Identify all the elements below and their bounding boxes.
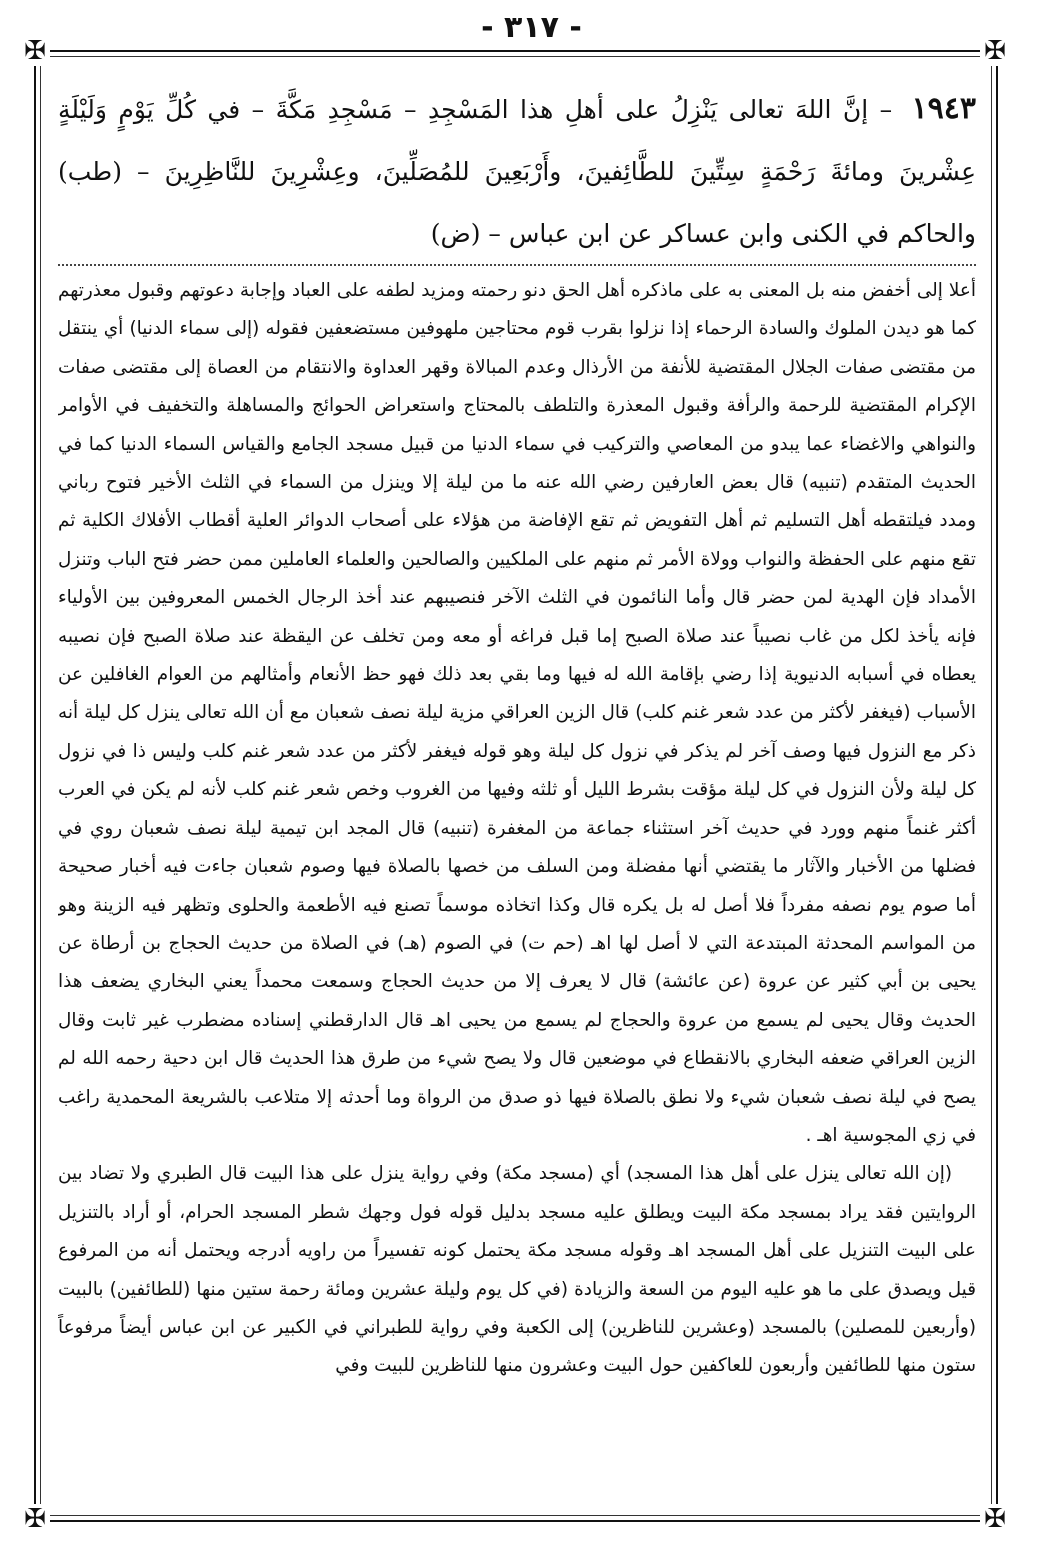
section-divider (58, 264, 976, 266)
page-content (58, 78, 976, 1503)
hadith-number: ١٩٤٣ (911, 91, 976, 126)
hadith-entry (58, 78, 976, 260)
hadith-text: إنَّ اللهَ تعالى يَنْزِلُ على أهلِ هذا المَسْجِدِ – مَسْجِدِ مَكَّةَ – في كُلِّ يَوْمٍ وَلَيْلَةٍ عِشْرينَ ومائةَ رَحْمَةٍ سِتِّينَ للطَّائِفينَ، وأَرْبَعِينَ للمُصَلِّينَ، وعِشْرِينَ للنَّاظِرِينَ – (طب) والحاكم في الكنى وابن عساكر عن ابن عباس – (ض) (58, 95, 976, 248)
ornamental-star-icon: ✠ (980, 36, 1010, 66)
hadith-dash: – (879, 95, 893, 124)
ornamental-star-icon: ✠ (20, 1504, 50, 1534)
commentary-paragraph: أعلا إلى أخفض منه بل المعنى به على ماذكره أهل الحق دنو رحمته ومزيد لطفه على العباد وإجابة دعوتهم وقبول معذرتهم كما هو ديدن الملوك والسادة الرحماء إذا نزلوا بقرب قوم محتاجين ملهوفين مستضعفين فقوله (إلى سماء الدنيا) أي ينتقل من مقتضى صفات الجلال المقتضية للأنفة من الأرذال وعدم المبالاة وقهر العداوة والانتقام من العصاة إلى مقتضى صفات الإكرام المقتضية للرحمة والرأفة وقبول المعذرة والتلطف بالمحتاج واستعراض الحوائج والمساهلة والتخفيف في الأوامر والنواهي والاغضاء عما يبدو من المعاصي والتركيب في سماء الدنيا من قبيل مسجد الجامع والقياس السماء الدنيا كما في الحديث المتقدم (تنبيه) قال بعض العارفين رضي الله عنه ما من ليلة إلا وينزل من السماء في الثلث الأخير فتوح رباني ومدد فيلتقطه أهل التسليم ثم أهل التفويض ثم تقع الإفاضة من هؤلاء على أصحاب الدوائر العلية أقطاب الأفلاك الكلية ثم تقع منهم على الحفظة والنواب وولاة الأمر ثم منهم على الملكيين والصالحين والعلماء العاملين ممن حضر فتح الباب وتنزل الأمداد فإن الهدية لمن حضر قال وأما النائمون في الثلث الآخر فنصيبهم عند أخذ الرجال الخمس المعروفين بين الأولياء فإنه يأخذ لكل من غاب نصيباً عند صلاة الصبح إما قبل فراغه أو معه ومن تخلف عن اليقظة عند صلاة الصبح فإن نصيبه يعطاه في أسبابه الدنيوية إذا رضي بإقامة الله له فيها وما بقي بعد ذلك فهو حظ الأنعام وأمثالهم من العوام الغافلين عن الأسباب (فيغفر لأكثر من عدد شعر غنم كلب) قال الزين العراقي مزية ليلة نصف شعبان مع أن الله تعالى ينزل كل ليلة أنه ذكر مع النزول فيها وصف آخر لم يذكر في نزول كل ليلة وهو قوله فيغفر لأكثر من عدد شعر غنم كلب وليس ذا في نزول كل ليلة ولأن النزول في كل ليلة مؤقت بشرط الليل أو ثلثه وفيها من الغروب وخص شعر غنم كلب لأنه لم يكن في العرب أكثر غنماً منهم وورد في حديث آخر استثناء جماعة من المغفرة (تنبيه) قال المجد ابن تيمية ليلة نصف شعبان روي في فضلها من الأخبار والآثار ما يقتضي أنها مفضلة ومن السلف من خصها بالصلاة فيها وصوم شعبان جاءت فيه أخبار صحيحة أما صوم يوم نصفه مفرداً فلا أصل له بل يكره قال وكذا اتخاذه موسماً تصنع فيه الأطعمة والحلوى وتظهر فيه الزينة وهو من المواسم المحدثة المبتدعة التي لا أصل لها اهـ (حم ت) في الصوم (هـ) في الصلاة من حديث الحجاج بن أرطاة عن يحيى بن أبي كثير عن عروة (عن عائشة) قال لا يعرف إلا من حديث الحجاج وسمعت محمداً يعني البخاري يضعف هذا الحديث وقال يحيى لم يسمع من عروة والحجاج لم يسمع من يحيى اهـ قال الدارقطني إسناده مضطرب غير ثابت وقال الزين العراقي ضعفه البخاري بالانقطاع في موضعين قال ولا يصح شيء من طرق هذا الحديث قال ابن دحية رحمه الله لم يصح في ليلة نصف شعبان شيء ولا نطق بالصلاة فيها ذو صدق من الرواة وما أحدثه إلا متلاعب بالشريعة المحمدية راغب في زي المجوسية اهـ . (58, 280, 976, 1146)
commentary (58, 272, 976, 1502)
commentary-paragraph: (إن الله تعالى ينزل على أهل هذا المسجد) أي (مسجد مكة) وفي رواية ينزل على هذا البيت قال الطبري ولا تضاد بين الروايتين فقد يراد بمسجد مكة البيت ويطلق عليه مسجد بدليل قوله فول وجهك شطر المسجد الحرام، أو أراد بالتنزيل على البيت التنزيل على أهل المسجد اهـ وقوله مسجد مكة يحتمل كونه تفسيراً من راويه أدرجه ويحتمل أنه من المرفوع قيل ويصدق على ما هو عليه اليوم من السعة والزيادة (في كل يوم وليلة عشرين ومائة رحمة ستين منها (للطائفين) بالبيت (وأربعين للمصلين) بالمسجد (وعشرين للناظرين) إلى الكعبة وفي رواية للطبراني في الكبير عن ابن عباس أيضاً مرفوعاً ستون منها للطائفين وأربعون للعاكفين حول البيت وعشرون منها للناظرين للبيت وفي (58, 1163, 976, 1377)
ornamental-star-icon: ✠ (20, 36, 50, 66)
ornamental-star-icon: ✠ (980, 1504, 1010, 1534)
page-number: - ٣١٧ - (481, 10, 582, 45)
